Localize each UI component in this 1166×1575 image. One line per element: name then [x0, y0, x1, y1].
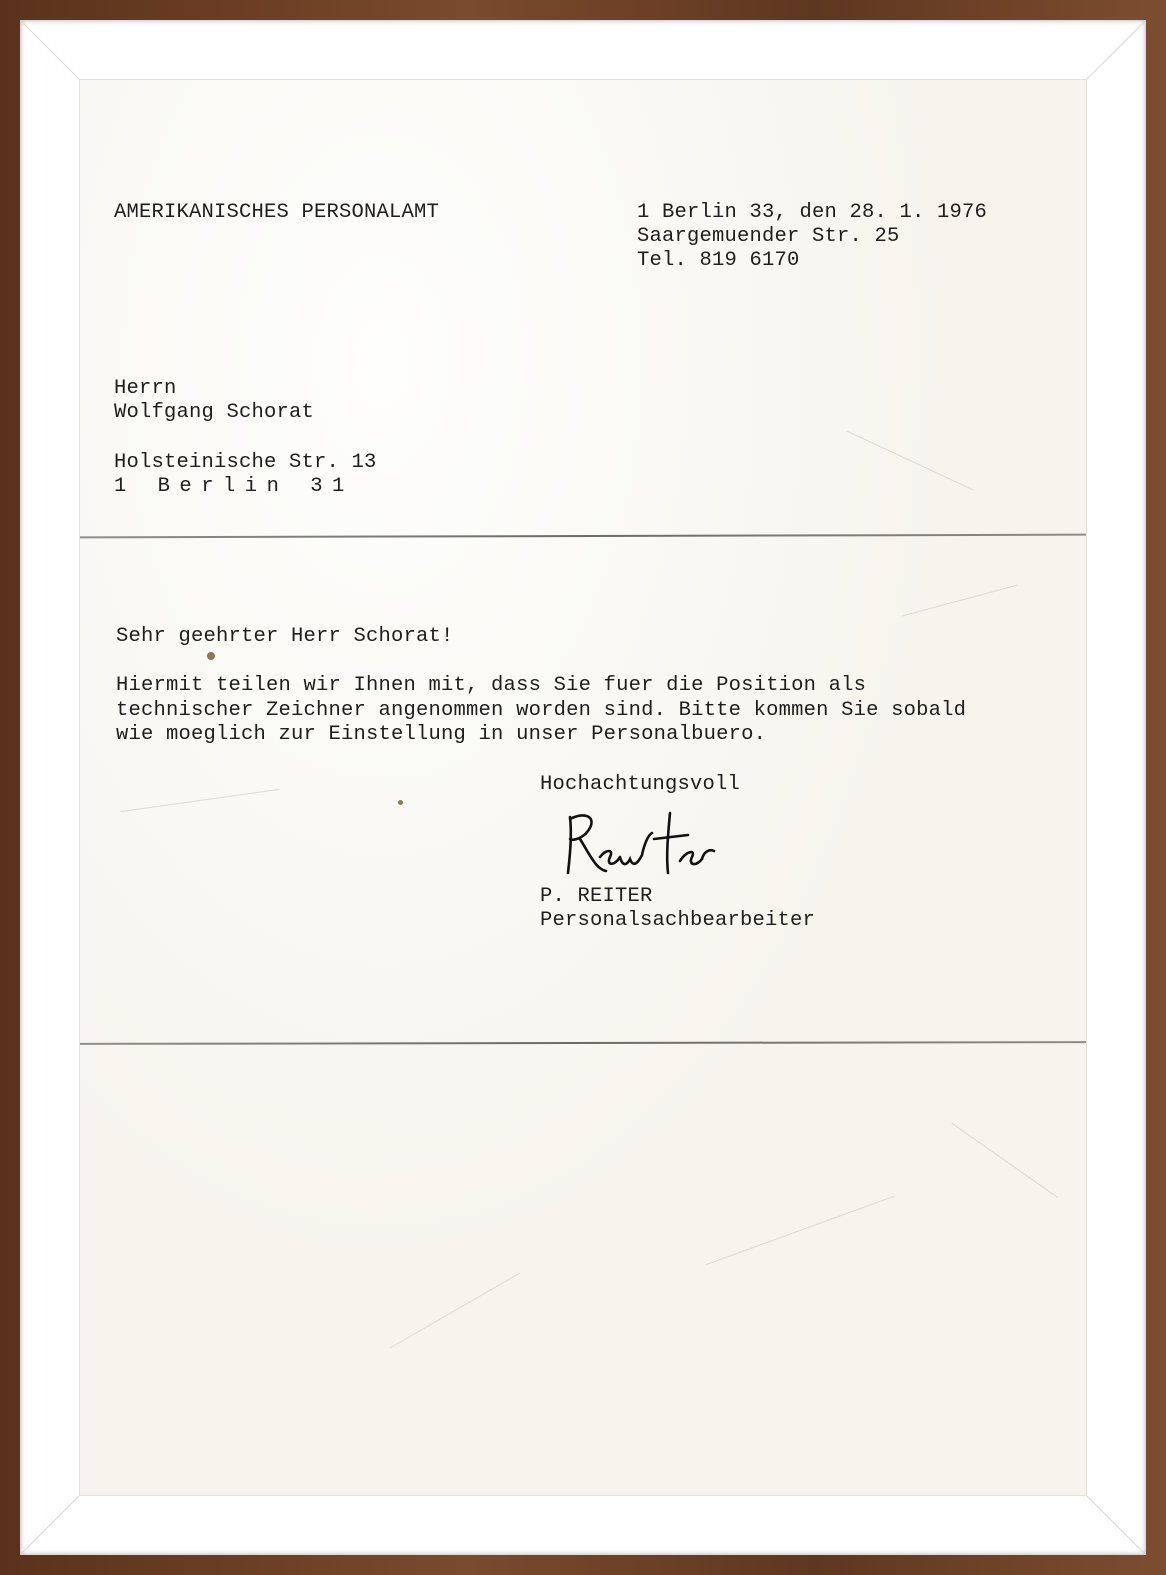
sender-name: AMERIKANISCHES PERSONALAMT: [114, 201, 440, 224]
fold-line-upper: [80, 534, 1086, 539]
ink-spot: [207, 652, 215, 660]
recipient-name: Wolfgang Schorat: [114, 401, 315, 424]
letter-paper: [80, 80, 1086, 1495]
fold-line-lower: [80, 1041, 1086, 1045]
recipient-city: 1 Berlin 31: [114, 475, 354, 498]
crease: [951, 1123, 1058, 1198]
crease: [121, 789, 280, 812]
crease: [902, 584, 1018, 616]
handwritten-signature: [550, 805, 720, 885]
signer-name: P. REITER: [540, 885, 653, 908]
greeting: Sehr geehrter Herr Schorat!: [116, 625, 454, 648]
date-line: 1 Berlin 33, den 28. 1. 1976: [637, 201, 988, 224]
sender-street: Saargemuender Str. 25: [637, 225, 900, 248]
signer-title: Personalsachbearbeiter: [540, 909, 816, 932]
body-line: Hiermit teilen wir Ihnen mit, dass Sie fuer die Position als: [116, 674, 867, 697]
body-line: technischer Zeichner angenommen worden sind. Bitte kommen Sie sobald: [116, 699, 967, 722]
crease: [846, 430, 973, 490]
recipient-title: Herrn: [114, 377, 177, 400]
body-line: wie moeglich zur Einstellung in unser Personalbuero.: [116, 723, 767, 746]
closing: Hochachtungsvoll: [540, 773, 741, 796]
ink-spot: [398, 800, 403, 805]
sender-phone: Tel. 819 6170: [637, 249, 800, 272]
crease: [706, 1196, 894, 1265]
crease: [390, 1273, 520, 1349]
recipient-street: Holsteinische Str. 13: [114, 451, 377, 474]
